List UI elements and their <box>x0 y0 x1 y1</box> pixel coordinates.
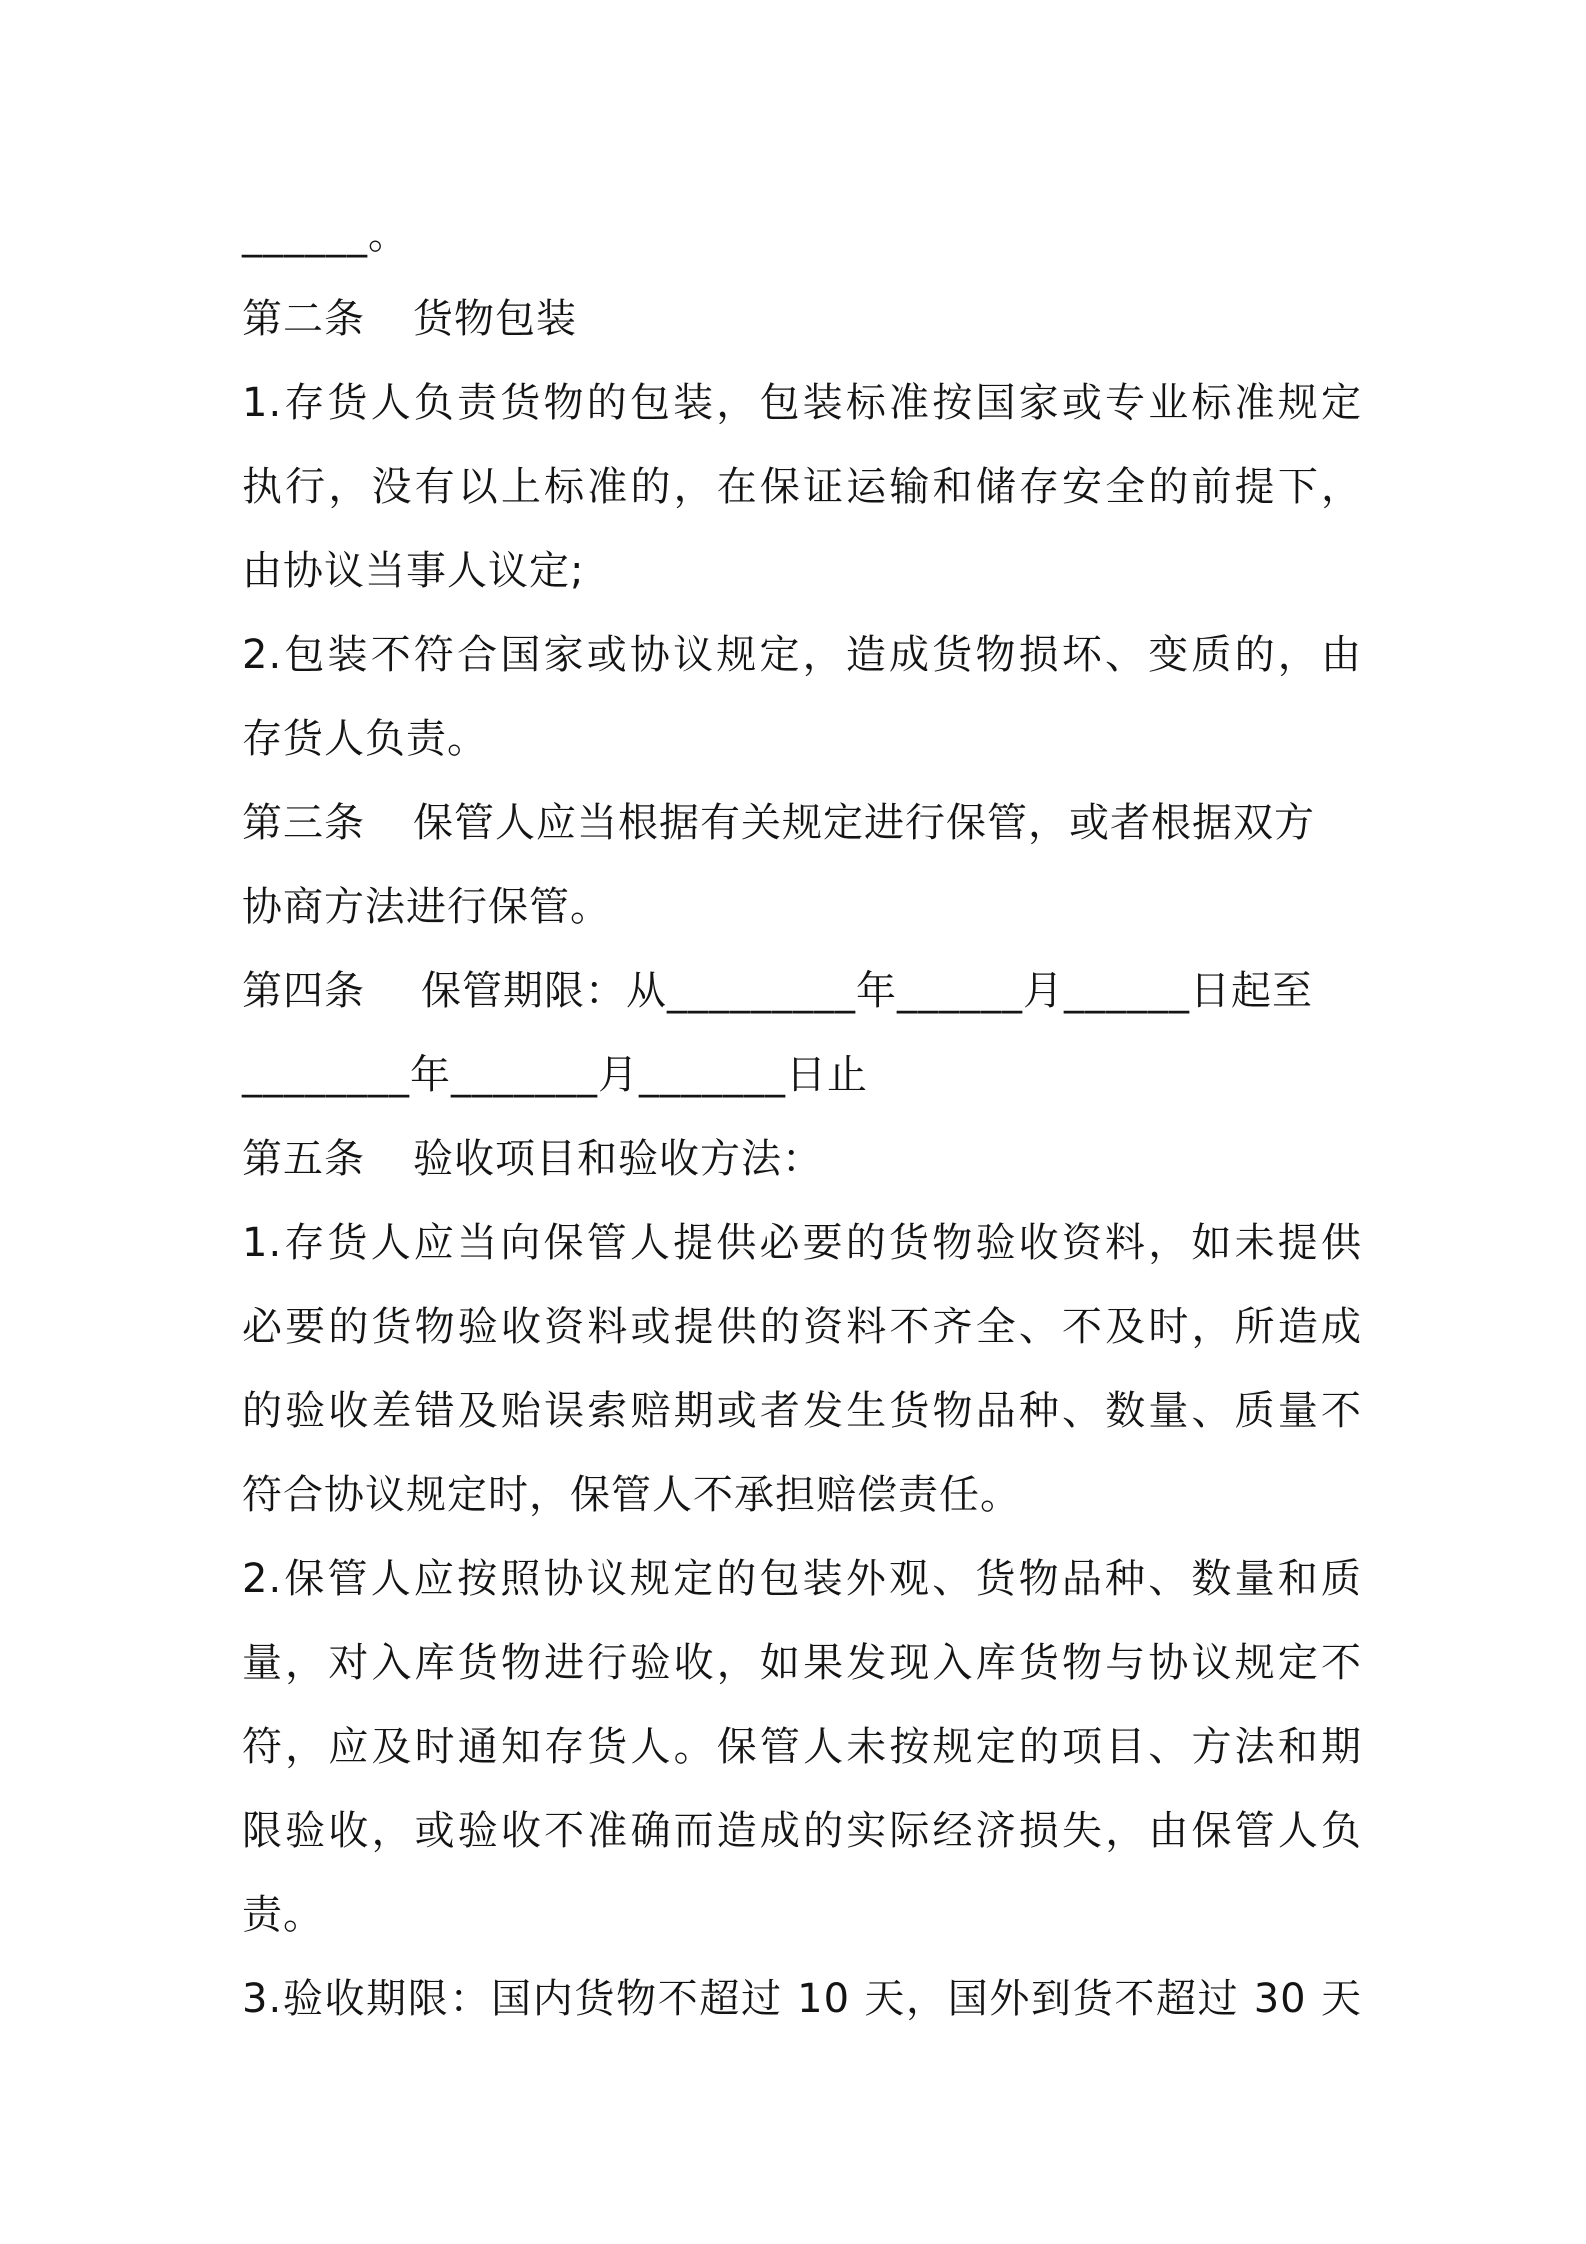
article-title: 货物包装 <box>413 296 577 342</box>
text-line: ________年_______月_______日止 <box>242 1052 868 1098</box>
text-line: 量，对入库货物进行验收，如果发现入库货物与协议规定不 <box>242 1640 1362 1686</box>
article-2-heading <box>242 277 1362 361</box>
text-line: 必要的货物验收资料或提供的资料不齐全、不及时，所造成 <box>242 1304 1362 1350</box>
article-title: 验收项目和验收方法： <box>413 1136 823 1182</box>
text-line: 由协议当事人议定; <box>242 548 585 594</box>
text-line: 存货人负责。 <box>242 716 488 762</box>
text-line: 执行，没有以上标准的，在保证运输和储存安全的前提下， <box>242 464 1362 510</box>
article-number: 第二条 <box>242 296 365 342</box>
text-line: 限验收，或验收不准确而造成的实际经济损失，由保管人负 <box>242 1808 1362 1854</box>
article-number: 第三条 <box>242 800 365 846</box>
text-line: 1.存货人负责货物的包装，包装标准按国家或专业标准规定 <box>242 380 1362 426</box>
text-line: 协商方法进行保管。 <box>242 884 611 930</box>
article-3-heading <box>242 781 1362 865</box>
text-line: 2.包装不符合国家或协议规定，造成货物损坏、变质的，由 <box>242 632 1362 678</box>
text-line: 2.保管人应按照协议规定的包装外观、货物品种、数量和质 <box>242 1556 1362 1602</box>
document-body <box>242 193 1362 2041</box>
article-text: 保管期限：从_________年______月______日起至 <box>421 968 1313 1014</box>
text-line: 符合协议规定时，保管人不承担赔偿责任。 <box>242 1472 1021 1518</box>
text-line: ______。 <box>242 212 409 258</box>
article-number: 第四条 <box>242 968 365 1014</box>
article-5-heading <box>242 1117 1362 1201</box>
article-4-heading <box>242 949 1362 1033</box>
text-line: 1.存货人应当向保管人提供必要的货物验收资料，如未提供 <box>242 1220 1362 1266</box>
text-line: 责。 <box>242 1892 324 1938</box>
text-line: 的验收差错及贻误索赔期或者发生货物品种、数量、质量不 <box>242 1388 1362 1434</box>
article-number: 第五条 <box>242 1136 365 1182</box>
article-text: 保管人应当根据有关规定进行保管，或者根据双方 <box>413 800 1315 846</box>
text-line: 符，应及时通知存货人。保管人未按规定的项目、方法和期 <box>242 1724 1362 1770</box>
text-line: 3.验收期限：国内货物不超过 10 天，国外到货不超过 30 天 <box>242 1976 1362 2022</box>
